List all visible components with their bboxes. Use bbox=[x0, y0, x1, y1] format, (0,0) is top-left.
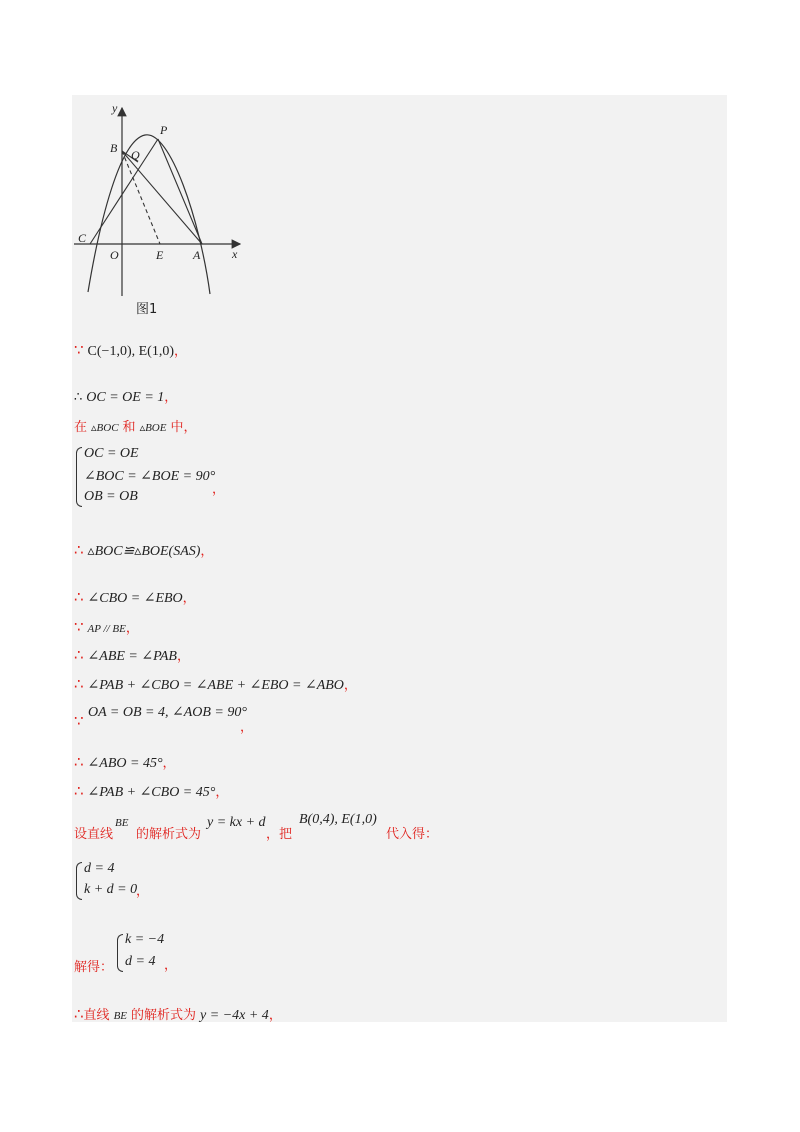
segment-CP bbox=[90, 139, 158, 244]
math-expr: ▵BOC bbox=[91, 422, 119, 434]
line-6 bbox=[74, 587, 196, 607]
segment-PA bbox=[158, 139, 202, 244]
because-symbol: ∵ bbox=[74, 341, 84, 359]
math-expr: OC = OE = 1 bbox=[86, 390, 165, 405]
text: 在 bbox=[74, 420, 88, 435]
line-1 bbox=[74, 340, 187, 360]
punct: ， bbox=[268, 1008, 282, 1023]
punct: ， bbox=[343, 678, 357, 693]
label-x: x bbox=[232, 247, 238, 261]
label-P: P bbox=[160, 123, 168, 137]
math-expr: ∠CBO = ∠EBO bbox=[87, 591, 183, 606]
system-row: d = 4 bbox=[125, 954, 156, 969]
math-expr: ∠ABE = ∠PAB bbox=[87, 649, 177, 664]
math-expr: ∠PAB + ∠CBO = ∠ABE + ∠EBO = ∠ABO bbox=[87, 678, 344, 693]
punct: ， bbox=[164, 390, 178, 405]
label-O: O bbox=[110, 248, 119, 262]
line-8 bbox=[74, 645, 190, 665]
math-expr: AP // BE bbox=[87, 623, 126, 635]
line-7 bbox=[74, 617, 139, 637]
segment-BA bbox=[122, 151, 202, 244]
punct: ， bbox=[212, 482, 226, 497]
figure-caption: 图1 bbox=[136, 302, 158, 317]
text: 中， bbox=[170, 420, 197, 435]
math-expr: OA = OB = 4, ∠AOB = 90° bbox=[88, 705, 247, 720]
punct: ， bbox=[125, 621, 139, 636]
math-expr: ∠PAB + ∠CBO = 45° bbox=[87, 785, 216, 800]
label-C: C bbox=[78, 231, 87, 245]
math-expr: C(−1,0), E(1,0) bbox=[87, 344, 174, 359]
line-12 bbox=[74, 781, 228, 801]
line-9 bbox=[74, 674, 357, 694]
math-expr: y = kx + d bbox=[207, 815, 266, 830]
system-row: OC = OE bbox=[84, 446, 139, 461]
punct: ， bbox=[182, 591, 196, 606]
therefore-symbol: ∴ bbox=[74, 588, 84, 606]
therefore-symbol: ∴ bbox=[74, 541, 84, 559]
punct: ， bbox=[176, 649, 190, 664]
system-brace bbox=[117, 934, 123, 972]
math-expr: y = −4x + 4 bbox=[200, 1008, 269, 1023]
line-3 bbox=[74, 416, 196, 436]
label-Q: Q bbox=[131, 148, 140, 162]
system-row: ∠BOC = ∠BOE = 90° bbox=[84, 469, 216, 484]
system-row: k + d = 0 bbox=[84, 882, 138, 897]
parabola-curve bbox=[88, 135, 210, 294]
system-brace bbox=[76, 447, 82, 507]
line-11 bbox=[74, 752, 176, 772]
system-row: k = −4 bbox=[125, 932, 165, 947]
punct: ， bbox=[162, 756, 176, 771]
system-row: OB = OB bbox=[84, 489, 138, 504]
label-E: E bbox=[156, 248, 164, 262]
text: 的解析式为 bbox=[131, 1008, 197, 1023]
therefore-symbol: ∴ bbox=[74, 646, 84, 664]
label-A: A bbox=[193, 248, 201, 262]
punct: ， bbox=[200, 544, 214, 559]
because-symbol: ∵ bbox=[74, 712, 84, 730]
math-expr: ∠ABO = 45° bbox=[87, 756, 163, 771]
text: 设直线 bbox=[74, 827, 114, 842]
system-row: d = 4 bbox=[84, 861, 115, 876]
line-16 bbox=[74, 1004, 282, 1024]
because-symbol: ∵ bbox=[74, 618, 84, 636]
text: 代入得： bbox=[386, 827, 439, 842]
label-y: y bbox=[112, 101, 118, 115]
math-expr: ▵BOE bbox=[139, 422, 167, 434]
therefore-symbol: ∴ bbox=[74, 1005, 84, 1023]
therefore-symbol: ∴ bbox=[74, 390, 83, 405]
punct: ， bbox=[173, 344, 187, 359]
text: ，把 bbox=[266, 827, 293, 842]
punct: ， bbox=[164, 958, 178, 973]
text: 的解析式为 bbox=[136, 827, 202, 842]
punct: ， bbox=[240, 720, 254, 735]
text: 解得： bbox=[74, 960, 114, 975]
therefore-symbol: ∴ bbox=[74, 675, 84, 693]
therefore-symbol: ∴ bbox=[74, 753, 84, 771]
line-5 bbox=[74, 540, 213, 560]
text: 和 bbox=[122, 420, 136, 435]
math-expr: B(0,4), E(1,0) bbox=[299, 812, 377, 827]
parabola-figure bbox=[72, 100, 252, 300]
math-expr: ▵BOC≌▵BOE(SAS) bbox=[87, 544, 201, 559]
system-brace bbox=[76, 862, 82, 900]
line-2 bbox=[74, 386, 177, 406]
math-expr: BE bbox=[113, 1010, 128, 1022]
text: 直线 bbox=[83, 1008, 110, 1023]
math-expr: BE bbox=[115, 817, 129, 829]
label-B: B bbox=[110, 141, 118, 155]
punct: ， bbox=[136, 884, 150, 899]
therefore-symbol: ∴ bbox=[74, 782, 84, 800]
punct: ， bbox=[215, 785, 229, 800]
